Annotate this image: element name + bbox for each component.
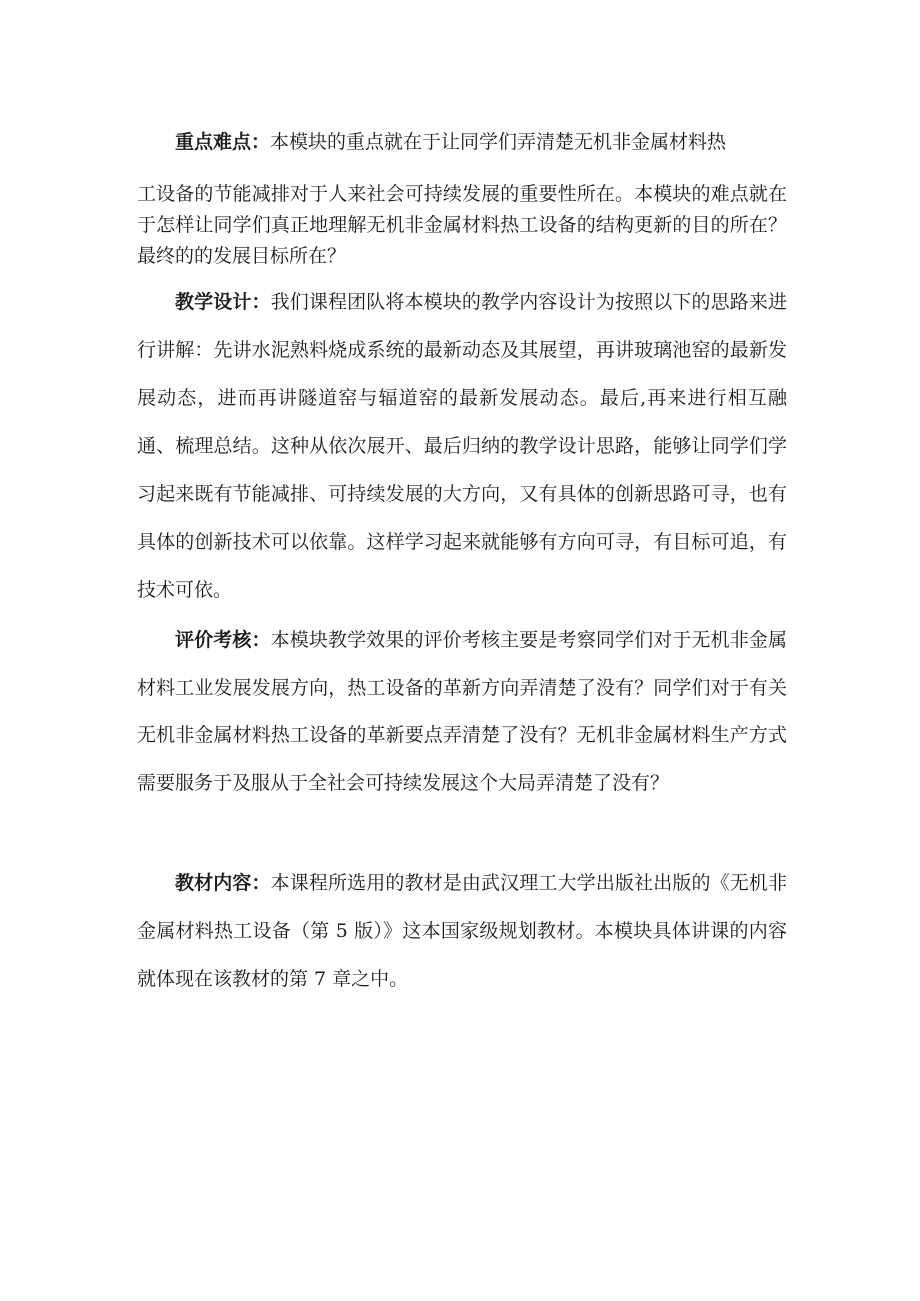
- key-points-label: 重点难点：: [175, 131, 271, 153]
- teaching-design-text: 我们课程团队将本模块的教学内容设计为按照以下的思路来进行讲解：先讲水泥熟料烧成系统的最新动态及其展望，再讲玻璃池窑的最新发展动态，进而再讲隧道窑与辐道窑的最新发展动态。最后,再来进行相互融通、梳理总结。这种从依次展开、最后归纳的教学设计思路，能够让同学们学习起来既有节能减排、可持续发展的大方向，又有具体的创新思路可寻，也有具体的创新技术可以依靠。这样学习起来就能够有方向可寻，有目标可追，有技术可依。: [137, 291, 787, 601]
- textbook-paragraph: [137, 859, 787, 1003]
- evaluation-text: 本模块教学效果的评价考核主要是考察同学们对于无机非金属材料工业发展发展方向，热工设备的革新方向弄清楚了没有？同学们对于有关无机非金属材料热工设备的革新要点弄清楚了没有？无机非金属材料生产方式需要服务于及服从于全社会可持续发展这个大局弄清楚了没有？: [137, 629, 787, 794]
- key-points-continuation: 工设备的节能减排对于人来社会可持续发展的重要性所在。本模块的难点就在于怎样让同学们真正地理解无机非金属材料热工设备的结构更新的目的所在？最终的的发展目标所在？: [137, 183, 787, 267]
- section-textbook: [137, 859, 787, 1003]
- section-evaluation: [137, 617, 787, 807]
- key-points-first-line: [137, 125, 787, 159]
- evaluation-paragraph: [137, 617, 787, 807]
- evaluation-label: 评价考核：: [175, 629, 271, 651]
- textbook-text: 本课程所选用的教材是由武汉理工大学出版社出版的《无机非金属材料热工设备（第 5 版）》这本国家级规划教材。本模块具体讲课的内容就体现在该教材的第 7 章之中。: [137, 872, 787, 990]
- section-key-points: [137, 125, 787, 272]
- section-teaching-design: [137, 278, 787, 614]
- key-points-text-line1: 本模块的重点就在于让同学们弄清楚无机非金属材料热: [270, 131, 727, 153]
- teaching-design-label: 教学设计：: [175, 291, 271, 313]
- teaching-design-paragraph: [137, 278, 787, 614]
- textbook-label: 教材内容：: [175, 872, 271, 894]
